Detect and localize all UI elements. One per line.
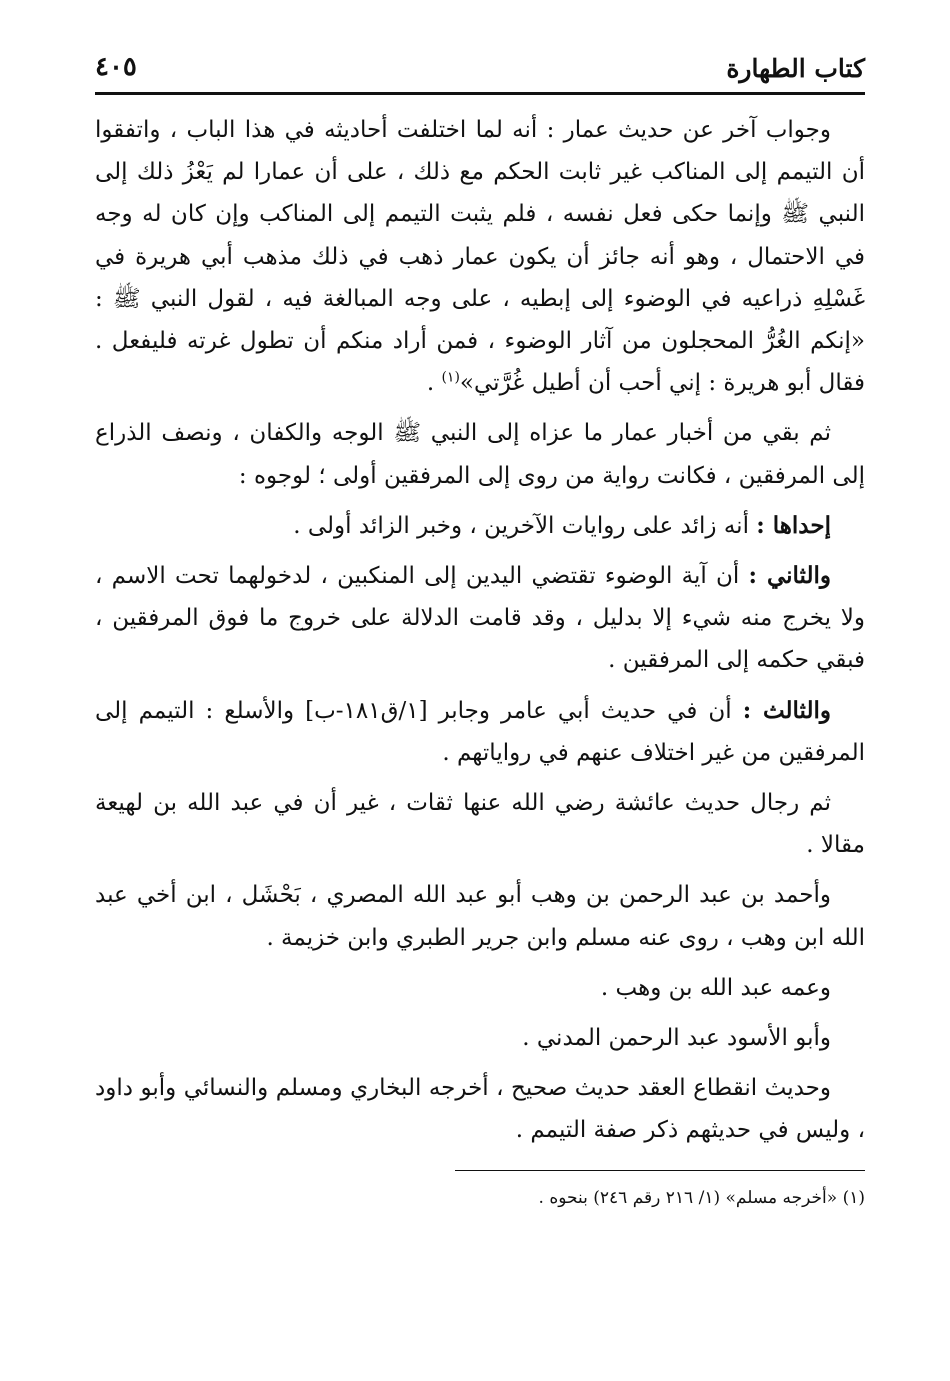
paragraph-6 [95,782,865,866]
paragraph-text: ثم بقي من أخبار عمار ما عزاه إلى النبي ﷺ الوجه والكفان ، ونصف الذراع إلى المرفقين ، فكانت رواية من روى إلى المرفقين أولى ؛ لوجوه : [95,420,865,489]
paragraph-text: وعمه عبد الله بن وهب . [600,974,831,1001]
paragraph-text: ثم رجال حديث عائشة رضي الله عنها ثقات ، غير أن في عبد الله بن لهيعة مقالا . [95,790,865,859]
paragraph-text: وأبو الأسود عبد الرحمن المدني . [522,1025,831,1052]
book-title: كتاب الطهارة [726,54,865,83]
paragraph-1 [95,109,865,404]
book-page [95,40,865,1211]
paragraph-3 [95,505,865,547]
paragraph-4 [95,555,865,682]
paragraph-lead: والثاني : [748,562,831,590]
paragraph-8 [95,967,865,1009]
paragraph-tail: . [426,370,442,397]
footnote-rule [455,1170,865,1171]
footnote: (١) «أخرجه مسلم» (١/ ٢١٦ رقم ٢٤٦) بنحوه . [538,1187,865,1208]
paragraph-text: أن في حديث أبي عامر وجابر [١/ق١٨١-ب] والأسلع : التيمم إلى المرفقين من غير اختلاف عنهم في رواياتهم . [95,697,865,766]
paragraph-5 [95,690,865,774]
header-rule [95,92,865,95]
paragraph-lead: إحداها : [756,511,831,539]
paragraph-10 [95,1067,865,1151]
page-header [95,40,865,92]
paragraph-text: أن آية الوضوء تقتضي اليدين إلى المنكبين ، لدخولهما تحت الاسم ، ولا يخرج منه شيء إلا بدليل ، وقد قامت الدلالة على خروج ما فوق المرفقين ، فبقي حكمه إلى المرفقين . [95,563,865,674]
page-number: ٤٠٥ [95,52,137,82]
paragraph-text: أنه زائد على روايات الآخرين ، وخبر الزائد أولى . [293,512,757,539]
paragraph-text: وأحمد بن عبد الرحمن بن وهب أبو عبد الله المصري ، بَحْشَل ، ابن أخي عبد الله ابن وهب ، روى عنه مسلم وابن جرير الطبري وابن خزيمة . [95,882,865,951]
paragraph-lead: والثالث : [742,696,831,724]
paragraph-text: وحديث انقطاع العقد حديث صحيح ، أخرجه البخاري ومسلم والنسائي وأبو داود ، وليس في حديثهم ذكر صفة التيمم . [95,1075,865,1144]
page-body [95,109,865,1152]
paragraph-text: وجواب آخر عن حديث عمار : أنه لما اختلفت أحاديثه في هذا الباب ، واتفقوا أن التيمم إلى المناكب غير ثابت الحكم مع ذلك ، على أن عمارا لم يَعْزُ ذلك إلى النبي ﷺ وإنما حكى فعل نفسه ، فلم يثبت التيمم إلى المناكب وإن كان له وجه في الاحتمال ، وهو أنه جائز أن يكون عمار ذهب في ذلك مذهب أبي هريرة في غَسْلِهِ ذراعيه في الوضوء إلى إبطيه ، على وجه المبالغة فيه ، لقول النبي ﷺ : «إنكم الغُرُّ المحجلون من آثار الوضوء ، فمن أراد منكم أن تطول غرته فليفعل . فقال أبو هريرة : إني أحب أن أطيل غُرَّتي» [95,117,865,397]
footnote-reference: (١) [441,369,460,386]
paragraph-9 [95,1017,865,1059]
paragraph-7 [95,874,865,958]
paragraph-2 [95,412,865,496]
